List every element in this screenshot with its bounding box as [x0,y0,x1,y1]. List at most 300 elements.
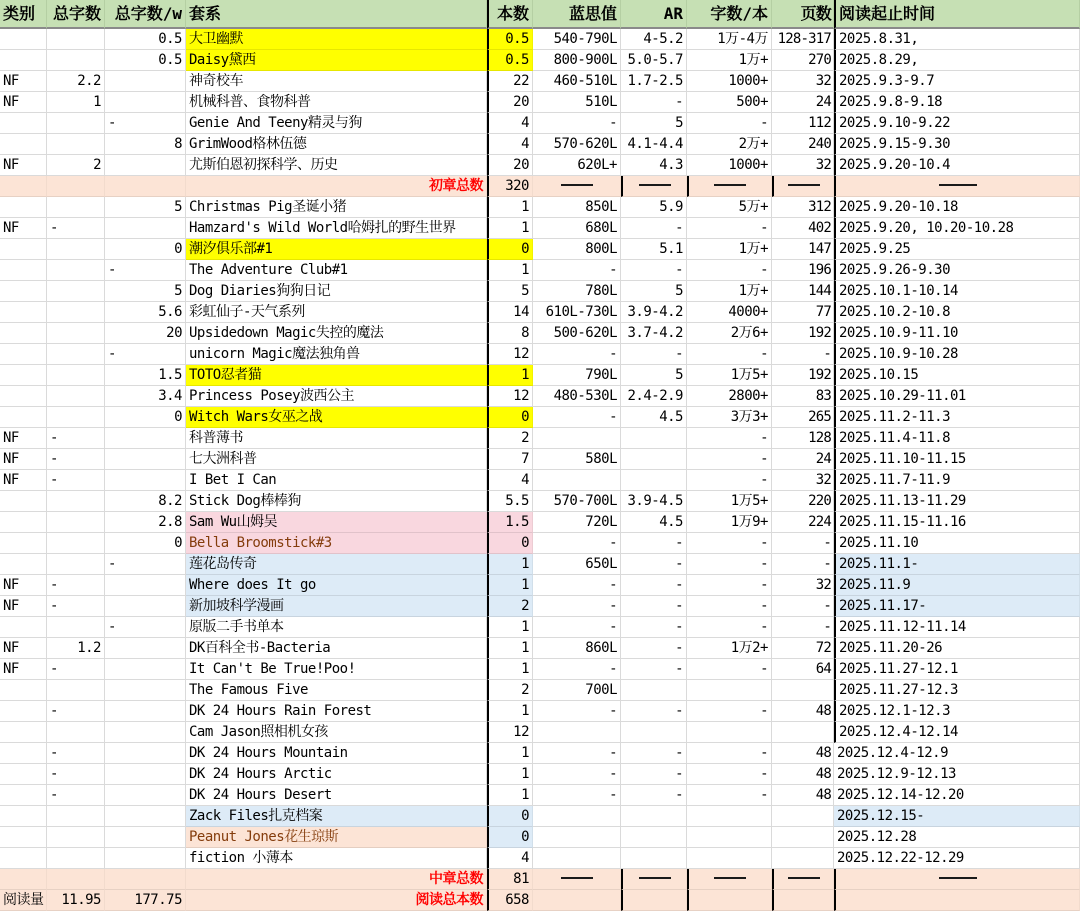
cell-r34-ar[interactable] [621,722,687,743]
cell-r24-category[interactable] [0,512,47,533]
cell-r14-pages[interactable]: 77 [772,302,834,323]
cell-r12-series[interactable]: The Adventure Club#1 [186,260,487,281]
cell-r5-category[interactable] [0,113,47,134]
cell-r42-total-words-w[interactable]: 177.75 [105,890,186,911]
cell-r27-books[interactable]: 1 [487,575,533,596]
cell-r29-total-words[interactable] [47,617,105,638]
cell-r29-lexile[interactable]: - [533,617,621,638]
cell-r18-words-per-book[interactable]: 2800+ [687,386,772,407]
cell-r33-total-words[interactable]: - [47,701,105,722]
cell-r26-total-words-w[interactable]: - [105,554,186,575]
cell-r22-words-per-book[interactable]: - [687,470,772,491]
cell-r3-series[interactable]: 神奇校车 [186,71,487,92]
cell-r6-words-per-book[interactable]: 2万+ [687,134,772,155]
cell-r32-series[interactable]: The Famous Five [186,680,487,701]
cell-r13-category[interactable] [0,281,47,302]
cell-r7-words-per-book[interactable]: 1000+ [687,155,772,176]
cell-r31-series[interactable]: It Can't Be True!Poo! [186,659,487,680]
cell-r42-category[interactable]: 阅读量 [0,890,47,911]
cell-r20-books[interactable]: 2 [487,428,533,449]
cell-r38-series[interactable]: Zack Files扎克档案 [186,806,487,827]
cell-r12-total-words[interactable] [47,260,105,281]
cell-r14-dates[interactable]: 2025.10.2-10.8 [834,302,1080,323]
cell-r26-books[interactable]: 1 [487,554,533,575]
cell-r16-books[interactable]: 12 [487,344,533,365]
cell-r27-total-words-w[interactable] [105,575,186,596]
cell-r31-lexile[interactable]: - [533,659,621,680]
cell-r15-dates[interactable]: 2025.10.9-11.10 [834,323,1080,344]
cell-r30-lexile[interactable]: 860L [533,638,621,659]
cell-r20-dates[interactable]: 2025.11.4-11.8 [834,428,1080,449]
cell-r15-total-words-w[interactable]: 20 [105,323,186,344]
cell-r16-series[interactable]: unicorn Magic魔法独角兽 [186,344,487,365]
cell-r13-lexile[interactable]: 780L [533,281,621,302]
cell-r15-ar[interactable]: 3.7-4.2 [621,323,687,344]
cell-r26-pages[interactable]: - [772,554,834,575]
cell-r22-pages[interactable]: 32 [772,470,834,491]
cell-r25-pages[interactable]: - [772,533,834,554]
cell-r2-lexile[interactable]: 800-900L [533,50,621,71]
cell-r41-lexile[interactable] [533,869,621,890]
cell-r30-words-per-book[interactable]: 1万2+ [687,638,772,659]
cell-r39-pages[interactable] [772,827,834,848]
cell-r9-category[interactable] [0,197,47,218]
cell-r37-total-words-w[interactable] [105,785,186,806]
cell-r23-dates[interactable]: 2025.11.13-11.29 [834,491,1080,512]
cell-r39-ar[interactable] [621,827,687,848]
cell-r39-total-words-w[interactable] [105,827,186,848]
cell-r30-pages[interactable]: 72 [772,638,834,659]
cell-r26-ar[interactable]: - [621,554,687,575]
cell-r15-category[interactable] [0,323,47,344]
cell-r40-pages[interactable] [772,848,834,869]
cell-r27-lexile[interactable]: - [533,575,621,596]
cell-r34-category[interactable] [0,722,47,743]
cell-r28-pages[interactable]: - [772,596,834,617]
cell-r10-words-per-book[interactable]: - [687,218,772,239]
cell-r6-category[interactable] [0,134,47,155]
cell-r31-total-words-w[interactable] [105,659,186,680]
cell-r28-words-per-book[interactable]: - [687,596,772,617]
cell-r27-dates[interactable]: 2025.11.9 [834,575,1080,596]
cell-r41-total-words[interactable] [47,869,105,890]
cell-r16-words-per-book[interactable]: - [687,344,772,365]
cell-r13-books[interactable]: 5 [487,281,533,302]
column-header-ar[interactable]: AR [621,0,687,29]
cell-r38-ar[interactable] [621,806,687,827]
cell-r16-lexile[interactable]: - [533,344,621,365]
cell-r23-words-per-book[interactable]: 1万5+ [687,491,772,512]
cell-r36-dates[interactable]: 2025.12.9-12.13 [834,764,1080,785]
cell-r20-words-per-book[interactable]: - [687,428,772,449]
cell-r21-dates[interactable]: 2025.11.10-11.15 [834,449,1080,470]
cell-r17-pages[interactable]: 192 [772,365,834,386]
cell-r25-series[interactable]: Bella Broomstick#3 [186,533,487,554]
cell-r12-pages[interactable]: 196 [772,260,834,281]
cell-r24-books[interactable]: 1.5 [487,512,533,533]
cell-r18-books[interactable]: 12 [487,386,533,407]
cell-r32-books[interactable]: 2 [487,680,533,701]
cell-r1-lexile[interactable]: 540-790L [533,29,621,50]
cell-r2-total-words-w[interactable]: 0.5 [105,50,186,71]
cell-r34-pages[interactable] [772,722,834,743]
cell-r35-total-words-w[interactable] [105,743,186,764]
cell-r32-category[interactable] [0,680,47,701]
cell-r17-total-words[interactable] [47,365,105,386]
cell-r19-series[interactable]: Witch Wars女巫之战 [186,407,487,428]
cell-r3-pages[interactable]: 32 [772,71,834,92]
cell-r28-total-words-w[interactable] [105,596,186,617]
cell-r3-lexile[interactable]: 460-510L [533,71,621,92]
cell-r24-series[interactable]: Sam Wu山姆吴 [186,512,487,533]
cell-r2-category[interactable] [0,50,47,71]
cell-r19-total-words-w[interactable]: 0 [105,407,186,428]
cell-r26-words-per-book[interactable]: - [687,554,772,575]
cell-r38-category[interactable] [0,806,47,827]
cell-r11-ar[interactable]: 5.1 [621,239,687,260]
cell-r14-category[interactable] [0,302,47,323]
cell-r36-words-per-book[interactable]: - [687,764,772,785]
cell-r28-dates[interactable]: 2025.11.17- [834,596,1080,617]
cell-r30-series[interactable]: DK百科全书-Bacteria [186,638,487,659]
cell-r31-ar[interactable]: - [621,659,687,680]
cell-r30-ar[interactable]: - [621,638,687,659]
cell-r3-books[interactable]: 22 [487,71,533,92]
cell-r2-words-per-book[interactable]: 1万+ [687,50,772,71]
cell-r7-total-words[interactable]: 2 [47,155,105,176]
cell-r8-dates[interactable] [834,176,1080,197]
cell-r33-pages[interactable]: 48 [772,701,834,722]
cell-r35-dates[interactable]: 2025.12.4-12.9 [834,743,1080,764]
cell-r33-category[interactable] [0,701,47,722]
cell-r40-series[interactable]: fiction 小薄本 [186,848,487,869]
cell-r42-words-per-book[interactable] [687,890,772,911]
cell-r25-total-words[interactable] [47,533,105,554]
cell-r17-dates[interactable]: 2025.10.15 [834,365,1080,386]
cell-r36-lexile[interactable]: - [533,764,621,785]
cell-r12-ar[interactable]: - [621,260,687,281]
cell-r36-ar[interactable]: - [621,764,687,785]
cell-r30-total-words[interactable]: 1.2 [47,638,105,659]
cell-r17-category[interactable] [0,365,47,386]
cell-r37-total-words[interactable]: - [47,785,105,806]
cell-r34-series[interactable]: Cam Jason照相机女孩 [186,722,487,743]
column-header-books[interactable]: 本数 [487,0,533,29]
cell-r20-lexile[interactable] [533,428,621,449]
cell-r18-ar[interactable]: 2.4-2.9 [621,386,687,407]
cell-r4-books[interactable]: 20 [487,92,533,113]
cell-r22-lexile[interactable] [533,470,621,491]
cell-r19-category[interactable] [0,407,47,428]
cell-r24-total-words-w[interactable]: 2.8 [105,512,186,533]
cell-r28-total-words[interactable]: - [47,596,105,617]
cell-r16-dates[interactable]: 2025.10.9-10.28 [834,344,1080,365]
cell-r37-lexile[interactable]: - [533,785,621,806]
cell-r20-total-words[interactable]: - [47,428,105,449]
cell-r5-ar[interactable]: 5 [621,113,687,134]
cell-r9-words-per-book[interactable]: 5万+ [687,197,772,218]
cell-r33-lexile[interactable]: - [533,701,621,722]
cell-r2-total-words[interactable] [47,50,105,71]
cell-r7-total-words-w[interactable] [105,155,186,176]
cell-r36-total-words-w[interactable] [105,764,186,785]
cell-r3-dates[interactable]: 2025.9.3-9.7 [834,71,1080,92]
cell-r29-words-per-book[interactable]: - [687,617,772,638]
cell-r12-words-per-book[interactable]: - [687,260,772,281]
cell-r40-ar[interactable] [621,848,687,869]
cell-r9-ar[interactable]: 5.9 [621,197,687,218]
cell-r8-words-per-book[interactable] [687,176,772,197]
cell-r19-ar[interactable]: 4.5 [621,407,687,428]
cell-r21-pages[interactable]: 24 [772,449,834,470]
cell-r34-books[interactable]: 12 [487,722,533,743]
cell-r11-category[interactable] [0,239,47,260]
cell-r14-ar[interactable]: 3.9-4.2 [621,302,687,323]
cell-r9-pages[interactable]: 312 [772,197,834,218]
cell-r16-ar[interactable]: - [621,344,687,365]
cell-r1-words-per-book[interactable]: 1万-4万 [687,29,772,50]
cell-r23-ar[interactable]: 3.9-4.5 [621,491,687,512]
cell-r27-series[interactable]: Where does It go [186,575,487,596]
cell-r39-dates[interactable]: 2025.12.28 [834,827,1080,848]
cell-r6-lexile[interactable]: 570-620L [533,134,621,155]
cell-r27-pages[interactable]: 32 [772,575,834,596]
cell-r27-total-words[interactable]: - [47,575,105,596]
cell-r12-lexile[interactable]: - [533,260,621,281]
cell-r12-dates[interactable]: 2025.9.26-9.30 [834,260,1080,281]
cell-r23-category[interactable] [0,491,47,512]
cell-r29-pages[interactable]: - [772,617,834,638]
cell-r42-series[interactable]: 阅读总本数 [186,890,487,911]
cell-r24-dates[interactable]: 2025.11.15-11.16 [834,512,1080,533]
cell-r12-books[interactable]: 1 [487,260,533,281]
cell-r14-books[interactable]: 14 [487,302,533,323]
cell-r9-books[interactable]: 1 [487,197,533,218]
cell-r10-category[interactable]: NF [0,218,47,239]
cell-r13-series[interactable]: Dog Diaries狗狗日记 [186,281,487,302]
cell-r39-lexile[interactable] [533,827,621,848]
cell-r11-books[interactable]: 0 [487,239,533,260]
cell-r5-series[interactable]: Genie And Teeny精灵与狗 [186,113,487,134]
cell-r6-books[interactable]: 4 [487,134,533,155]
cell-r32-total-words-w[interactable] [105,680,186,701]
cell-r34-dates[interactable]: 2025.12.4-12.14 [834,722,1080,743]
cell-r4-category[interactable]: NF [0,92,47,113]
cell-r15-total-words[interactable] [47,323,105,344]
cell-r18-total-words-w[interactable]: 3.4 [105,386,186,407]
cell-r16-pages[interactable]: - [772,344,834,365]
cell-r26-dates[interactable]: 2025.11.1- [834,554,1080,575]
cell-r19-dates[interactable]: 2025.11.2-11.3 [834,407,1080,428]
cell-r24-lexile[interactable]: 720L [533,512,621,533]
cell-r10-lexile[interactable]: 680L [533,218,621,239]
cell-r1-total-words-w[interactable]: 0.5 [105,29,186,50]
cell-r22-dates[interactable]: 2025.11.7-11.9 [834,470,1080,491]
cell-r5-words-per-book[interactable]: - [687,113,772,134]
cell-r36-series[interactable]: DK 24 Hours Arctic [186,764,487,785]
cell-r25-words-per-book[interactable]: - [687,533,772,554]
cell-r17-ar[interactable]: 5 [621,365,687,386]
cell-r21-total-words[interactable]: - [47,449,105,470]
cell-r41-pages[interactable] [772,869,834,890]
cell-r28-category[interactable]: NF [0,596,47,617]
cell-r9-total-words[interactable] [47,197,105,218]
cell-r40-total-words[interactable] [47,848,105,869]
column-header-dates[interactable]: 阅读起止时间 [834,0,1080,29]
cell-r19-pages[interactable]: 265 [772,407,834,428]
cell-r31-category[interactable]: NF [0,659,47,680]
cell-r31-pages[interactable]: 64 [772,659,834,680]
cell-r33-dates[interactable]: 2025.12.1-12.3 [834,701,1080,722]
cell-r29-dates[interactable]: 2025.11.12-11.14 [834,617,1080,638]
cell-r5-total-words-w[interactable]: - [105,113,186,134]
cell-r4-lexile[interactable]: 510L [533,92,621,113]
cell-r37-dates[interactable]: 2025.12.14-12.20 [834,785,1080,806]
cell-r23-books[interactable]: 5.5 [487,491,533,512]
cell-r34-total-words-w[interactable] [105,722,186,743]
cell-r1-ar[interactable]: 4-5.2 [621,29,687,50]
cell-r42-dates[interactable] [834,890,1080,911]
cell-r20-ar[interactable] [621,428,687,449]
cell-r28-ar[interactable]: - [621,596,687,617]
cell-r42-ar[interactable] [621,890,687,911]
cell-r33-total-words-w[interactable] [105,701,186,722]
cell-r19-lexile[interactable]: - [533,407,621,428]
column-header-words-per-book[interactable]: 字数/本 [687,0,772,29]
cell-r9-lexile[interactable]: 850L [533,197,621,218]
cell-r42-books[interactable]: 658 [487,890,533,911]
cell-r26-total-words[interactable] [47,554,105,575]
cell-r8-series[interactable]: 初章总数 [186,176,487,197]
cell-r33-books[interactable]: 1 [487,701,533,722]
cell-r25-books[interactable]: 0 [487,533,533,554]
cell-r10-total-words[interactable]: - [47,218,105,239]
cell-r40-words-per-book[interactable] [687,848,772,869]
cell-r3-words-per-book[interactable]: 1000+ [687,71,772,92]
cell-r6-pages[interactable]: 240 [772,134,834,155]
cell-r17-books[interactable]: 1 [487,365,533,386]
cell-r37-words-per-book[interactable]: - [687,785,772,806]
cell-r27-ar[interactable]: - [621,575,687,596]
cell-r22-category[interactable]: NF [0,470,47,491]
cell-r14-series[interactable]: 彩虹仙子-天气系列 [186,302,487,323]
cell-r32-lexile[interactable]: 700L [533,680,621,701]
cell-r3-total-words-w[interactable] [105,71,186,92]
cell-r21-lexile[interactable]: 580L [533,449,621,470]
cell-r18-pages[interactable]: 83 [772,386,834,407]
cell-r26-series[interactable]: 莲花岛传奇 [186,554,487,575]
cell-r3-ar[interactable]: 1.7-2.5 [621,71,687,92]
cell-r5-lexile[interactable]: - [533,113,621,134]
cell-r27-words-per-book[interactable]: - [687,575,772,596]
cell-r42-pages[interactable] [772,890,834,911]
cell-r29-total-words-w[interactable]: - [105,617,186,638]
cell-r10-series[interactable]: Hamzard's Wild World哈姆扎的野生世界 [186,218,487,239]
cell-r23-series[interactable]: Stick Dog棒棒狗 [186,491,487,512]
cell-r20-total-words-w[interactable] [105,428,186,449]
cell-r22-total-words-w[interactable] [105,470,186,491]
cell-r35-ar[interactable]: - [621,743,687,764]
cell-r8-total-words[interactable] [47,176,105,197]
cell-r5-total-words[interactable] [47,113,105,134]
cell-r2-ar[interactable]: 5.0-5.7 [621,50,687,71]
cell-r21-books[interactable]: 7 [487,449,533,470]
cell-r22-series[interactable]: I Bet I Can [186,470,487,491]
cell-r32-total-words[interactable] [47,680,105,701]
cell-r7-lexile[interactable]: 620L+ [533,155,621,176]
cell-r41-dates[interactable] [834,869,1080,890]
cell-r26-category[interactable] [0,554,47,575]
cell-r16-total-words-w[interactable]: - [105,344,186,365]
cell-r19-words-per-book[interactable]: 3万3+ [687,407,772,428]
cell-r32-pages[interactable] [772,680,834,701]
cell-r29-books[interactable]: 1 [487,617,533,638]
cell-r2-dates[interactable]: 2025.8.29, [834,50,1080,71]
cell-r11-total-words[interactable] [47,239,105,260]
cell-r6-total-words-w[interactable]: 8 [105,134,186,155]
cell-r41-total-words-w[interactable] [105,869,186,890]
cell-r8-pages[interactable] [772,176,834,197]
cell-r14-total-words[interactable] [47,302,105,323]
cell-r34-total-words[interactable] [47,722,105,743]
cell-r20-series[interactable]: 科普薄书 [186,428,487,449]
column-header-series[interactable]: 套系 [186,0,487,29]
cell-r24-ar[interactable]: 4.5 [621,512,687,533]
cell-r31-books[interactable]: 1 [487,659,533,680]
cell-r4-total-words[interactable]: 1 [47,92,105,113]
cell-r27-category[interactable]: NF [0,575,47,596]
cell-r31-total-words[interactable]: - [47,659,105,680]
cell-r35-pages[interactable]: 48 [772,743,834,764]
cell-r24-total-words[interactable] [47,512,105,533]
cell-r25-total-words-w[interactable]: 0 [105,533,186,554]
cell-r8-ar[interactable] [621,176,687,197]
cell-r9-total-words-w[interactable]: 5 [105,197,186,218]
cell-r36-books[interactable]: 1 [487,764,533,785]
cell-r24-pages[interactable]: 224 [772,512,834,533]
cell-r36-pages[interactable]: 48 [772,764,834,785]
cell-r2-series[interactable]: Daisy黛西 [186,50,487,71]
cell-r16-category[interactable] [0,344,47,365]
cell-r3-total-words[interactable]: 2.2 [47,71,105,92]
cell-r21-series[interactable]: 七大洲科普 [186,449,487,470]
cell-r23-lexile[interactable]: 570-700L [533,491,621,512]
cell-r14-lexile[interactable]: 610L-730L [533,302,621,323]
cell-r12-category[interactable] [0,260,47,281]
column-header-pages[interactable]: 页数 [772,0,834,29]
cell-r23-total-words-w[interactable]: 8.2 [105,491,186,512]
cell-r25-ar[interactable]: - [621,533,687,554]
cell-r39-total-words[interactable] [47,827,105,848]
cell-r11-series[interactable]: 潮汐俱乐部#1 [186,239,487,260]
cell-r15-books[interactable]: 8 [487,323,533,344]
cell-r37-category[interactable] [0,785,47,806]
cell-r10-ar[interactable]: - [621,218,687,239]
cell-r36-total-words[interactable]: - [47,764,105,785]
cell-r1-pages[interactable]: 128-317 [772,29,834,50]
cell-r1-total-words[interactable] [47,29,105,50]
cell-r17-total-words-w[interactable]: 1.5 [105,365,186,386]
cell-r28-books[interactable]: 2 [487,596,533,617]
cell-r38-words-per-book[interactable] [687,806,772,827]
cell-r4-ar[interactable]: - [621,92,687,113]
cell-r39-books[interactable]: 0 [487,827,533,848]
cell-r18-total-words[interactable] [47,386,105,407]
cell-r4-dates[interactable]: 2025.9.8-9.18 [834,92,1080,113]
cell-r35-category[interactable] [0,743,47,764]
cell-r40-category[interactable] [0,848,47,869]
cell-r22-books[interactable]: 4 [487,470,533,491]
